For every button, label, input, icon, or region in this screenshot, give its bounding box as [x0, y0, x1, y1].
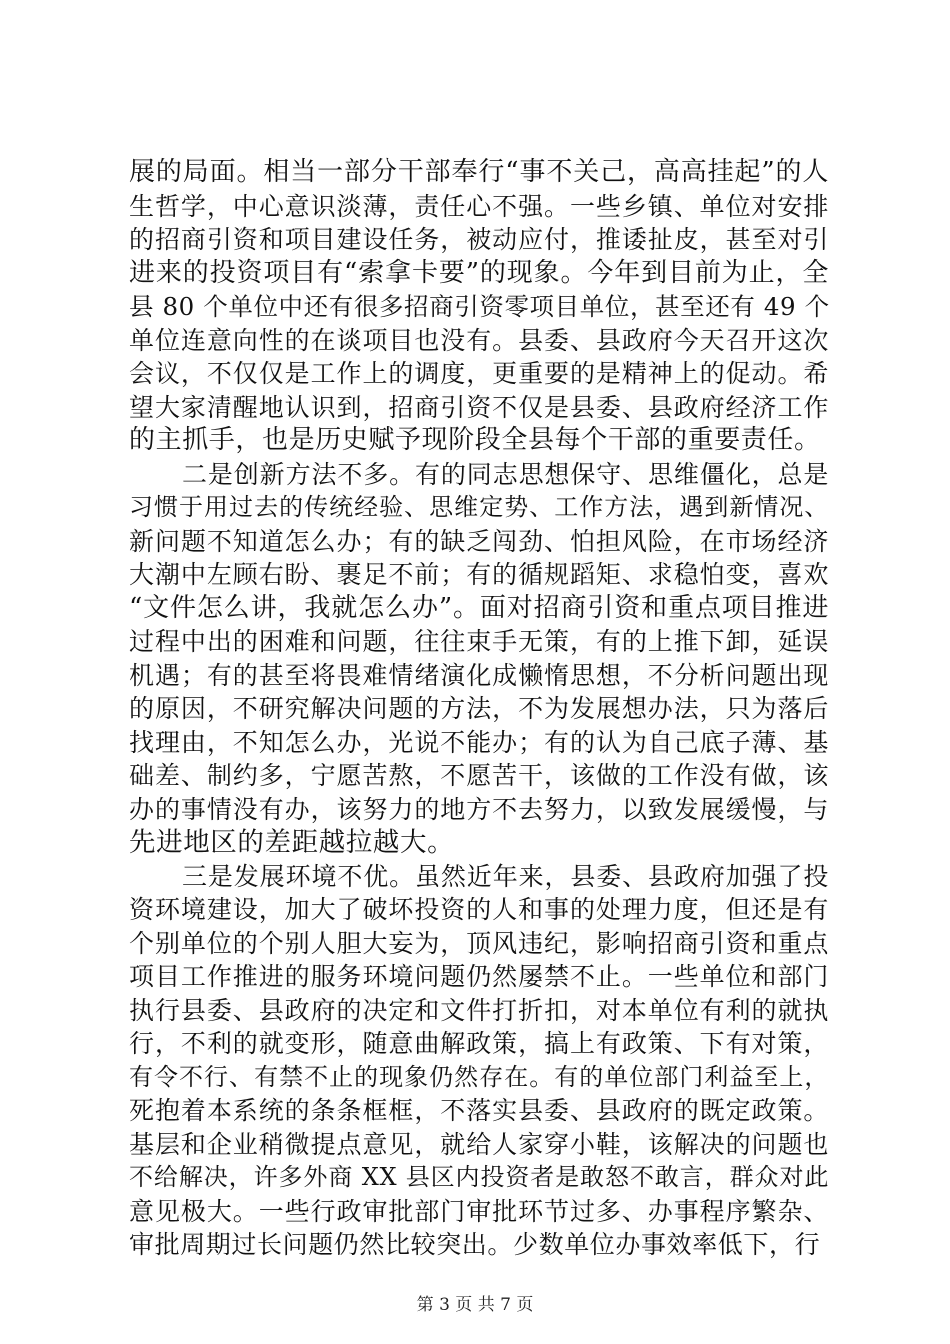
text-line: 资环境建设，加大了破坏投资的人和事的处理力度，但还是有 — [129, 895, 829, 924]
text-line: 习惯于用过去的传统经验、思维定势、工作方法，遇到新情况、 — [129, 493, 829, 521]
text-line: 二是创新方法不多。有的同志思想保守、思维僵化，总是 — [182, 459, 829, 489]
text-line: 会议，不仅仅是工作上的调度，更重要的是精神上的促动。希 — [129, 359, 829, 388]
paragraph — [129, 860, 829, 1262]
text-line: 大潮中左顾右盼、裹足不前；有的循规蹈矩、求稳怕变，喜欢 — [129, 560, 829, 589]
text-line: 死抱着本系统的条条框框，不落实县委、县政府的既定政策。 — [129, 1096, 829, 1125]
text-line: 望大家清醒地认识到，招商引资不仅是县委、县政府经济工作 — [129, 392, 829, 422]
text-line: 找理由，不知怎么办，光说不能办；有的认为自己底子薄、基 — [129, 727, 829, 757]
text-line: 基层和企业稍微提点意见，就给人家穿小鞋，该解决的问题也 — [129, 1129, 829, 1159]
text-line: 行，不利的就变形，随意曲解政策，搞上有政策、下有对策， — [129, 1029, 829, 1058]
text-line: 三是发展环境不优。虽然近年来，县委、县政府加强了投 — [182, 861, 829, 891]
text-line: 础差、制约多，宁愿苦熬，不愿苦干，该做的工作没有做，该 — [129, 761, 829, 790]
text-line: 先进地区的差距越拉越大。 — [129, 827, 455, 858]
document-body — [129, 156, 829, 1262]
text-line: 过程中出的困难和问题，往往束手无策，有的上推下卸，延误 — [129, 627, 829, 656]
text-line: 执行县委、县政府的决定和文件打折扣，对本单位有利的就执 — [129, 995, 829, 1025]
text-line: 项目工作推进的服务环境问题仍然屡禁不止。一些单位和部门 — [129, 962, 829, 991]
text-line: 审批周期过长问题仍然比较突出。少数单位办事效率低下，行 — [129, 1230, 821, 1259]
text-line: 办的事情没有办，该努力的地方不去努力，以致发展缓慢，与 — [129, 794, 829, 824]
text-line: 个别单位的个别人胆大妄为，顶风违纪，影响招商引资和重点 — [129, 928, 829, 958]
text-line: 有令不行、有禁不止的现象仍然存在。有的单位部门利益至上， — [129, 1062, 829, 1091]
text-line: 的主抓手，也是历史赋予现阶段全县每个干部的重要责任。 — [129, 425, 821, 455]
text-line: 机遇；有的甚至将畏难情绪演化成懒惰思想，不分析问题出现 — [129, 660, 829, 690]
paragraph — [129, 156, 829, 458]
text-line: 的原因，不研究解决问题的方法，不为发展想办法，只为落后 — [129, 694, 829, 723]
text-line: “文件怎么讲，我就怎么办”。面对招商引资和重点项目推进 — [129, 592, 829, 623]
text-line: 进来的投资项目有“索拿卡要”的现象。今年到目前为止，全 — [129, 257, 829, 288]
page-footer: 第 3 页 共 7 页 — [416, 1295, 534, 1315]
text-line: 生哲学，中心意识淡薄，责任心不强。一些乡镇、单位对安排 — [129, 191, 829, 221]
text-line: 的招商引资和项目建设任务，被动应付，推诿扯皮，甚至对引 — [129, 225, 829, 254]
text-line: 单位连意向性的在谈项目也没有。县委、县政府今天召开这次 — [129, 325, 829, 355]
text-line: 县 80 个单位中还有很多招商引资零项目单位，甚至还有 49 个 — [129, 292, 830, 321]
text-line: 不给解决，许多外商 XX 县区内投资者是敢怒不敢言，群众对此 — [129, 1163, 829, 1191]
paragraph — [129, 458, 829, 860]
text-line: 意见极大。一些行政审批部门审批环节过多、办事程序繁杂、 — [129, 1196, 829, 1226]
text-line: 展的局面。相当一部分干部奉行“事不关己，高高挂起”的人 — [129, 157, 829, 187]
text-line: 新问题不知道怎么办；有的缺乏闯劲、怕担风险，在市场经济 — [129, 526, 829, 556]
